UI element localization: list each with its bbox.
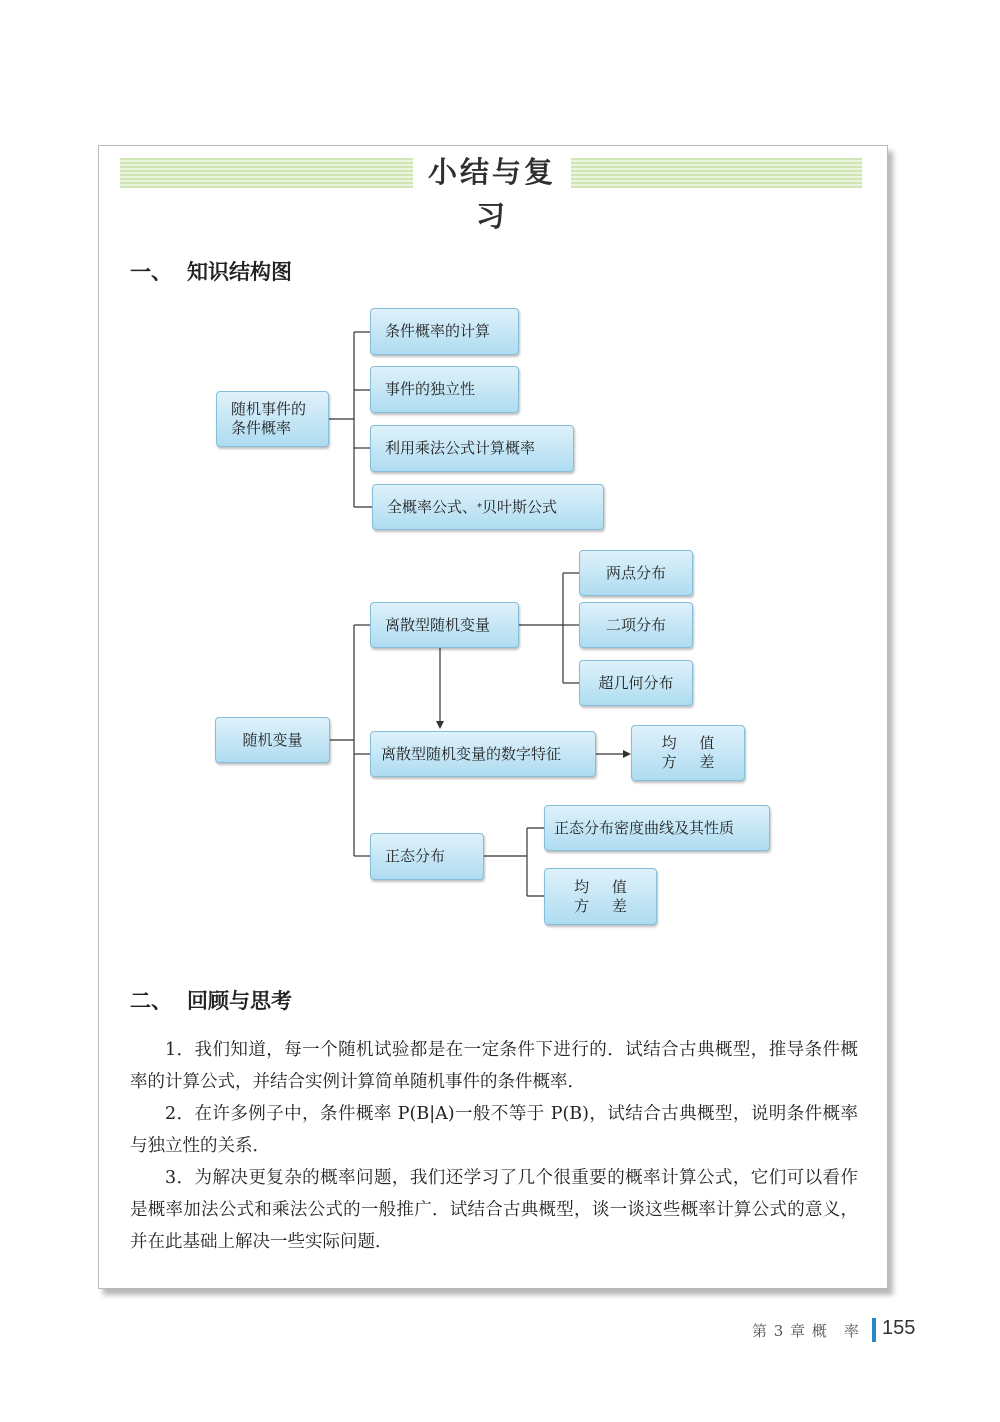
section-title: 回顾与思考 <box>187 988 292 1013</box>
node-label-line: 随机事件的 <box>231 400 307 418</box>
node-discrete-variable: 离散型随机变量 <box>370 602 519 648</box>
node-mean-variance <box>631 725 745 781</box>
node-label-line: 均 值 <box>661 734 715 752</box>
section-number: 一、 <box>130 259 172 284</box>
node-label-line: 条件概率 <box>231 419 292 437</box>
node-label-line: 均 值 <box>574 877 627 896</box>
node-multiplication-formula: 利用乘法公式计算概率 <box>370 425 574 472</box>
question-paragraph: 3．为解决更复杂的概率问题，我们还学习了几个很重要的概率计算公式，它们可以看作是概率加法公式和乘法公式的一般推广．试结合古典概型，谈一谈这些概率计算公式的意义，并在此基础上解决一些实际问题． <box>130 1168 858 1252</box>
chapter-label: 第 3 章 概 率 <box>752 1322 860 1340</box>
node-hypergeometric-distribution: 超几何分布 <box>579 660 693 706</box>
node-label-line: 方 差 <box>661 753 715 771</box>
node-two-point-distribution: 两点分布 <box>579 550 693 596</box>
node-numerical-features: 离散型随机变量的数字特征 <box>370 731 596 777</box>
question-paragraph: 1．我们知道，每一个随机试验都是在一定条件下进行的．试结合古典概型，推导条件概率的计算公式，并结合实例计算简单随机事件的条件概率． <box>130 1040 858 1092</box>
section-heading-review <box>130 985 292 1015</box>
node-normal-mean-variance <box>544 868 657 925</box>
node-binomial-distribution: 二项分布 <box>579 602 693 648</box>
section-title: 知识结构图 <box>187 259 292 284</box>
node-conditional-calc: 条件概率的计算 <box>370 308 519 355</box>
section-number: 二、 <box>130 988 172 1013</box>
footer-divider <box>872 1318 876 1342</box>
node-normal-density-curve: 正态分布密度曲线及其性质 <box>544 805 770 851</box>
question-paragraph: 2．在许多例子中，条件概率 P(B|A)一般不等于 P(B)，试结合古典概型，说明条件概率与独立性的关系． <box>130 1104 858 1156</box>
node-total-probability-bayes <box>372 484 604 530</box>
node-label-part: 全概率公式、 <box>387 497 478 516</box>
node-label-part: 贝叶斯公式 <box>482 497 558 516</box>
page-number: 155 <box>882 1317 916 1339</box>
node-label-line: 方 差 <box>574 896 627 915</box>
node-normal-distribution: 正态分布 <box>370 833 484 880</box>
node-independence: 事件的独立性 <box>370 366 519 413</box>
optional-star: * <box>477 501 483 513</box>
node-conditional-probability <box>216 391 329 447</box>
node-random-variable: 随机变量 <box>215 717 330 763</box>
review-questions <box>130 1034 858 1258</box>
page-title: 小结与复习 <box>413 150 571 194</box>
